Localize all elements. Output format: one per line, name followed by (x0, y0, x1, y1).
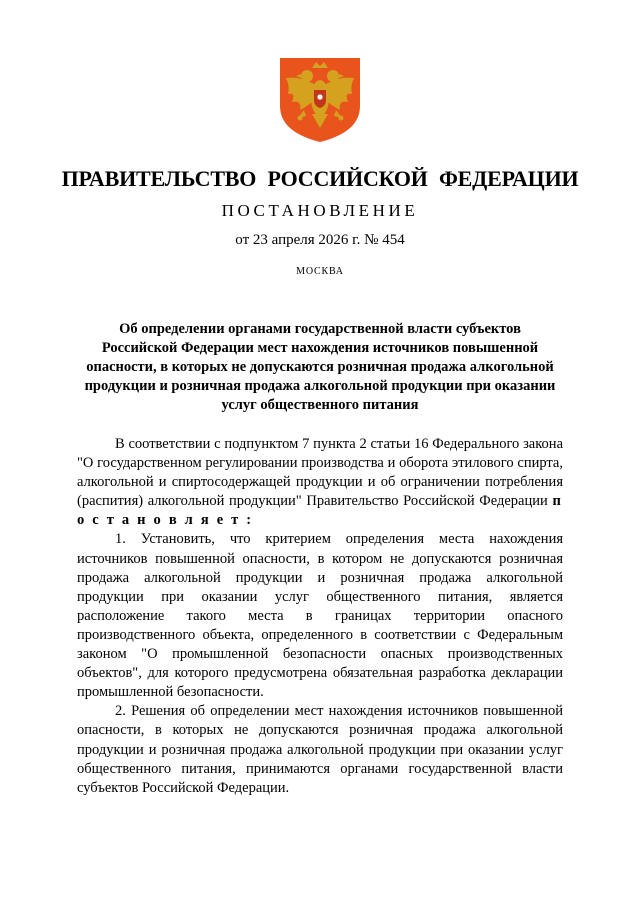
document-body (77, 435, 563, 798)
document-city: МОСКВА (296, 266, 344, 277)
intro-text: В соответствии с подпунктом 7 пункта 2 статьи 16 Федерального закона "О государственном регулировании производства и оборота этилового спирта, алкогольной и спиртосодержащей продукции и об ограничении потребления (распития) алкогольной продукции" Правительство Российской Федерации (77, 436, 563, 510)
clause-2: 2. Решения об определении мест нахождения источников повышенной опасности, в которых не допускаются розничная продажа алкогольной продукции и розничная продажа алкогольной продукции при оказании услуг общественного питания, принимаются органами государственной власти субъектов Российской Федерации. (77, 703, 563, 796)
russian-coat-of-arms-icon (276, 56, 364, 144)
document-title: Об определении органами государственной власти субъектов Российской Федерации мест нахождения источников повышенной опасности, в которых не допускаются розничная продажа алкогольной продукции и розничная продажа алкогольной продукции при оказании услуг общественного питания (84, 321, 556, 413)
document-date-number: от 23 апреля 2026 г. № 454 (235, 232, 405, 248)
document-type: ПОСТАНОВЛЕНИЕ (221, 201, 419, 220)
agency-name: ПРАВИТЕЛЬСТВО РОССИЙСКОЙ ФЕДЕРАЦИИ (61, 166, 579, 191)
resolves-phrase: п о с т а н о в л я е т : (77, 493, 563, 529)
intro-paragraph (77, 435, 563, 530)
clause-1: 1. Установить, что критерием определения места нахождения источников повышенной опасности, в котором не допускаются розничная продажа алкогольной продукции и розничная продажа алкогольной продукции при оказании услуг общественного питания, является расположение такого места в границах территории опасного производственного объекта, определенного в соответствии с Федеральным законом "О промышленной безопасности опасных производственных объектов", для которого предусмотрена обязательная разработка декларации промышленной безопасности. (77, 531, 563, 701)
